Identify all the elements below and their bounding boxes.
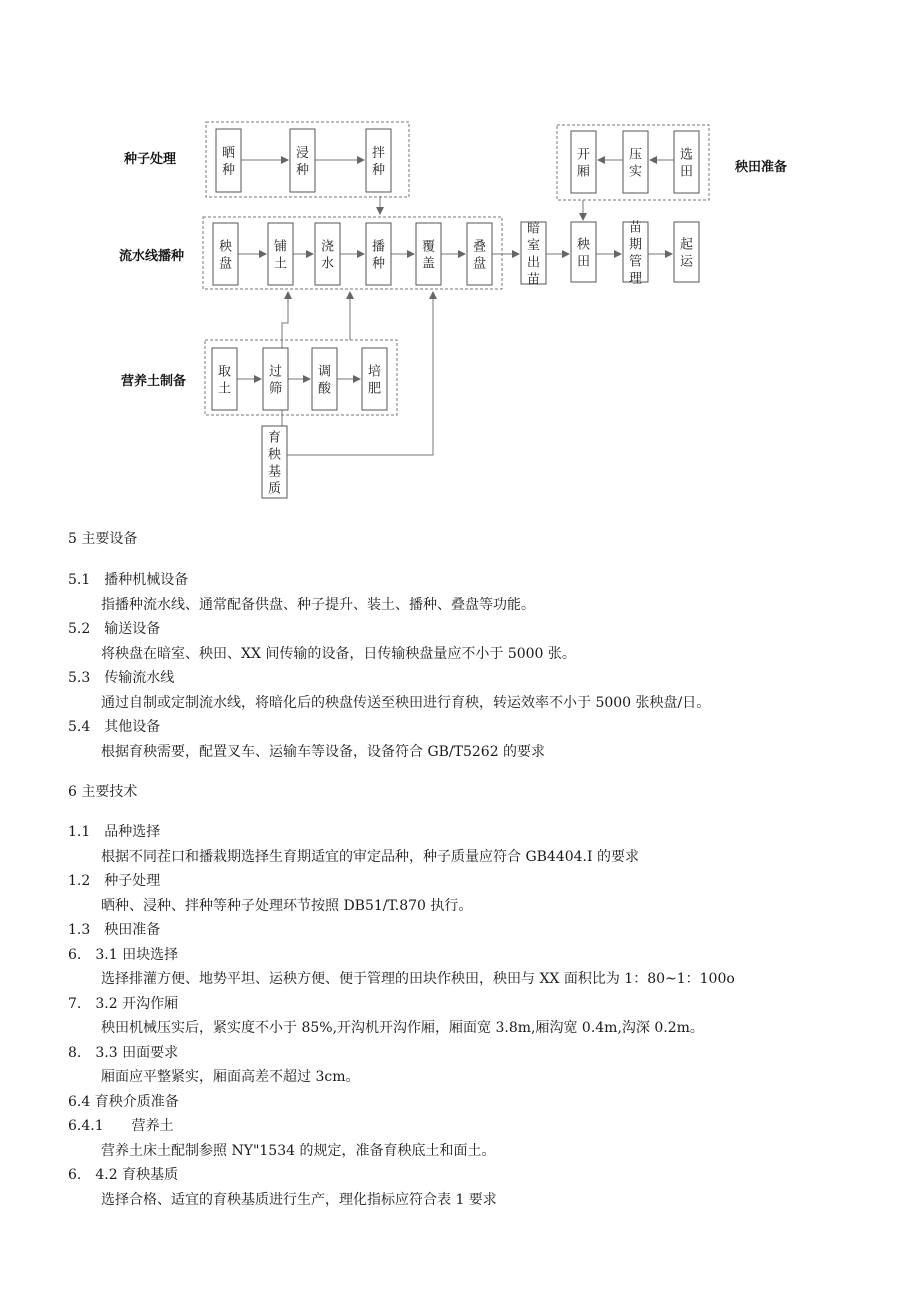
soil-box-4-text: 培肥 [367, 364, 382, 397]
paragraph: 根据不同茬口和播栽期选择生育期适宜的审定品种，种子质量应符合 GB4404.I 的要求 [101, 849, 639, 865]
paragraph: 秧田机械压实后，紧实度不小于 85%,开沟机开沟作厢，厢面宽 3.8m,厢沟宽 0.4m,沟深 0.2m。 [101, 1020, 704, 1036]
soil-box-3 [312, 348, 337, 410]
flow-box-3 [623, 220, 648, 287]
label-seed-treatment: 种子处理 [124, 152, 177, 167]
seed-box-3-text: 拌种 [371, 146, 386, 178]
field-box-2-text: 压实 [628, 147, 643, 180]
subsection-heading: 6.4 育秧介质准备 [68, 1094, 179, 1110]
soil-box-1-text: 取土 [217, 364, 232, 397]
soil-box-2 [263, 348, 288, 410]
line-group [203, 217, 502, 289]
line-box-6 [467, 223, 492, 285]
flow-box-1-text: 暗室出苗 [526, 221, 541, 288]
soil-box-3-text: 调酸 [317, 364, 332, 397]
paragraph: 晒种、浸种、拌种等种子处理环节按照 DB51/T.870 执行。 [101, 898, 473, 914]
paragraph: 选择合格、适宜的育秧基质进行生产，理化指标应符合表 1 要求 [101, 1192, 497, 1208]
flow-box-1 [521, 221, 546, 288]
soil-box-1 [212, 348, 237, 410]
flow-arrow [286, 292, 433, 455]
paragraph: 选择排灌方便、地势平坦、运秧方便、便于管理的田块作秧田，秧田与 XX 面积比为 1：80~1：100o [101, 971, 735, 987]
soil-box-2-text: 过筛 [268, 364, 283, 397]
seed-box-2 [290, 129, 315, 192]
paragraph: 通过自制或定制流水线，将暗化后的秧盘传送至秧田进行育秧，转运效率不小于 5000 张秧盘/日。 [101, 695, 711, 711]
substrate-box-text: 育秧基质 [267, 430, 282, 497]
seed-box-1-text: 晒种 [221, 146, 236, 178]
subsection-heading: 6.4.1 营养土 [68, 1118, 174, 1134]
field-box-1-text: 开厢 [576, 147, 591, 180]
field-box-2 [623, 131, 648, 193]
label-pipeline-sowing: 流水线播种 [119, 249, 185, 264]
flow-box-2-text: 秧田 [576, 237, 591, 270]
paragraph: 厢面应平整紧实，厢面高差不超过 3cm。 [101, 1069, 360, 1085]
line-box-1-text: 秧盘 [218, 239, 233, 272]
subsection-heading: 1.1 品种选择 [68, 824, 161, 840]
label-seedbed-prep: 秧田准备 [735, 160, 788, 175]
paragraph: 指播种流水线、通常配备供盘、种子提升、装土、播种、叠盘等功能。 [101, 597, 535, 613]
line-box-2-text: 铺土 [273, 239, 288, 272]
subsection-heading: 6. 3.1 田块选择 [68, 947, 179, 963]
subsection-heading: 1.3 秧田准备 [68, 922, 161, 938]
subsection-heading: 5.4 其他设备 [68, 719, 161, 735]
flow-box-4 [674, 222, 699, 282]
flow-box-3-text: 苗期管理 [628, 220, 643, 287]
seed-box-3 [366, 129, 391, 192]
subsection-heading: 7. 3.2 开沟作厢 [68, 996, 179, 1012]
line-box-5-text: 覆盖 [421, 239, 436, 272]
label-nutrient-soil: 营养土制备 [121, 374, 187, 389]
line-box-6-text: 叠盘 [472, 239, 487, 272]
field-box-1 [571, 131, 596, 193]
section-heading: 6 主要技术 [68, 784, 138, 800]
process-flow-diagram [0, 0, 920, 500]
seed-box-1 [216, 129, 241, 192]
flow-box-2 [571, 222, 596, 282]
section-heading: 5 主要设备 [68, 531, 138, 547]
field-box-3 [674, 131, 699, 193]
line-box-4 [366, 223, 391, 285]
subsection-heading: 5.3 传输流水线 [68, 670, 175, 686]
line-box-3-text: 浇水 [320, 239, 335, 272]
paragraph: 营养土床土配制参照 NY"1534 的规定，准备育秧底土和面土。 [101, 1143, 496, 1159]
seed-box-2-text: 浸种 [295, 146, 310, 178]
line-box-5 [416, 223, 441, 285]
paragraph: 根据育秧需要，配置叉车、运输车等设备，设备符合 GB/T5262 的要求 [101, 744, 546, 760]
soil-box-4 [362, 348, 387, 410]
subsection-heading: 5.1 播种机械设备 [68, 572, 189, 588]
subsection-heading: 5.2 输送设备 [68, 621, 161, 637]
line-box-4-text: 播种 [371, 239, 386, 272]
line-box-2 [268, 223, 293, 285]
line-box-3 [315, 223, 340, 285]
subsection-heading: 6. 4.2 育秧基质 [68, 1167, 179, 1183]
substrate-box [262, 426, 287, 498]
subsection-heading: 8. 3.3 田面要求 [68, 1045, 179, 1061]
line-box-1 [213, 223, 238, 285]
field-box-3-text: 选田 [679, 147, 694, 180]
subsection-heading: 1.2 种子处理 [68, 873, 161, 889]
paragraph: 将秧盘在暗室、秧田、XX 间传输的设备，日传输秧盘量应不小于 5000 张。 [101, 646, 576, 662]
flow-box-4-text: 起运 [679, 237, 694, 270]
